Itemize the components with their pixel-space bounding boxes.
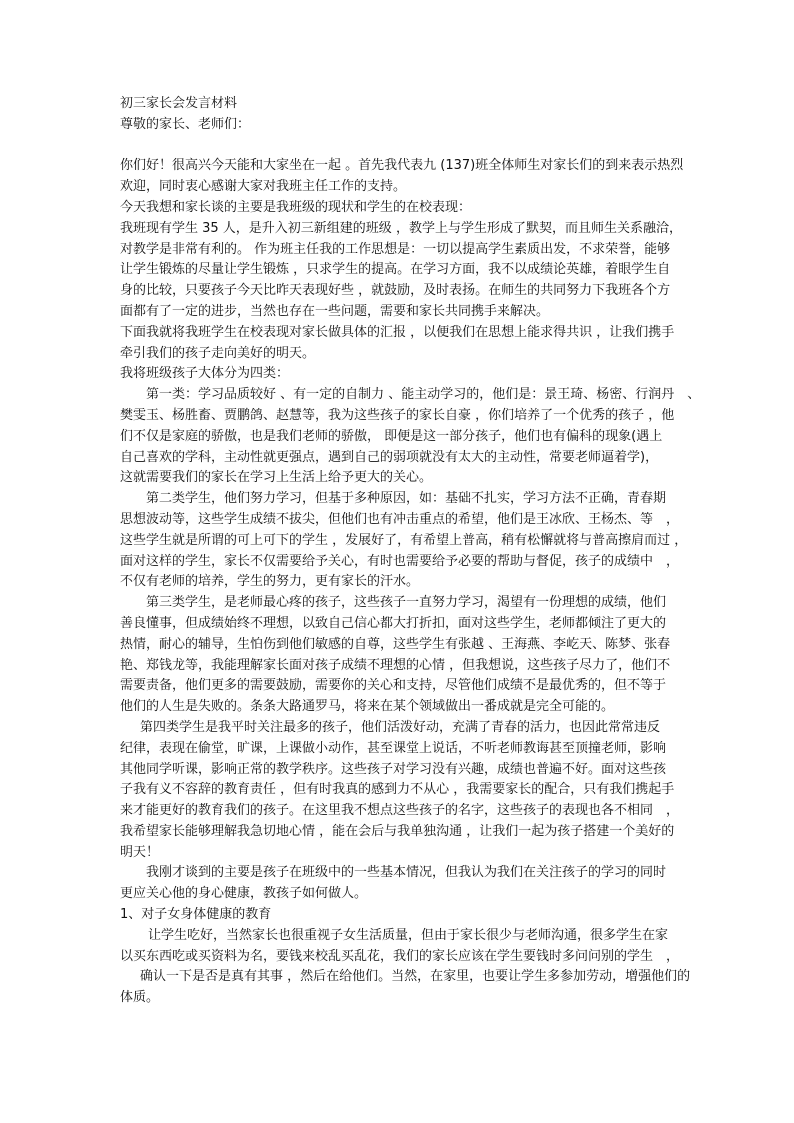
body-line: 我将班级孩子大体分为四类：: [120, 366, 290, 382]
body-line: 我希望家长能够理解我急切地心情 ，能在会后与我单独沟通 ，让我们一起为孩子搭建一个美好的: [120, 823, 675, 839]
document-page: [120, 94, 701, 1009]
section-heading: 1、对子女身体健康的教育: [120, 907, 272, 923]
body-line: 牵引我们的孩子走向美好的明天。: [120, 345, 316, 361]
body-line: 体质。: [120, 990, 160, 1006]
body-line: 确认一下是否是真有其事 ，然后在给他们。当然，在家里，也要让学生多参加劳动，增强他们的: [140, 969, 691, 985]
body-line: 让学生锻炼的尽量让学生锻炼 ，只求学生的提高。在学习方面，我不以成绩论英雄，着眼学生自: [120, 262, 671, 278]
category-three-line: 第三类学生，是老师最心疼的孩子，这些孩子一直努力学习，渴望有一份理想的成绩，他们: [146, 595, 667, 611]
body-line: 不仅有老师的培养，学生的努力，更有家长的汗水。: [120, 574, 420, 590]
salutation: 尊敬的家长、老师们：: [120, 116, 251, 132]
category-one-line: 第一类：学习品质较好 、有一定的自制力 、能主动学习的，他们是：景王琦、杨密、行润丹 、: [146, 387, 701, 403]
body-line: 艳、郑钱龙等，我能理解家长面对孩子成绩不理想的心情 ，但我想说，这些孩子尽力了，他们不: [120, 657, 671, 673]
body-line: 自己喜欢的学科，主动性就更强点，遇到自己的弱项就没有太大的主动性，常要老师逼着学)，: [120, 449, 659, 465]
body-line: 欢迎，同时衷心感谢大家对我班主任工作的支持。: [120, 179, 407, 195]
document-title: 初三家长会发言材料: [120, 96, 238, 111]
body-line: 这就需要我们的家长在学习上生活上给予更大的关心。: [120, 470, 433, 486]
body-line: 纪律，表现在偷堂，旷课，上课做小动作，甚至课堂上说话，不听老师教诲甚至顶撞老师，影响: [120, 740, 667, 756]
body-line: 善良懂事，但成绩始终不理想，以致自己信心都大打折扣，面对这些学生，老师都倾注了更大的: [120, 615, 667, 631]
body-line: 以买东西吃或买资料为名，要钱来校乱买乱花，我们的家长应该在学生要钱时多问问别的学生 ，: [120, 948, 680, 964]
body-line: 来才能更好的教育我们的孩子。在这里我不想点这些孩子的名字，这些孩子的表现也各不相同 ，: [120, 803, 680, 819]
body-line: 这些学生就是所谓的可上可下的学生 ，发展好了，有希望上普高，稍有松懈就将与普高擦肩而过 ，: [120, 532, 688, 548]
blank-line: [120, 136, 680, 157]
category-four-line: 第四类学生是我平时关注最多的孩子，他们活泼好动，充满了青春的活力，也因此常常违反: [140, 719, 661, 735]
body-line: 下面我就将我班学生在校表现对家长做具体的汇报 ，以便我们在思想上能求得共识 ，让我们携手: [120, 324, 675, 340]
body-line: 对教学是非常有利的。 作为班主任我的工作思想是：一切以提高学生素质出发，不求荣誉，能够: [120, 241, 671, 257]
category-two-line: 第二类学生，他们努力学习，但基于多种原因，如：基础不扎实，学习方法不正确，青春期: [146, 491, 667, 507]
body-line: 热情，耐心的辅导，生怕伤到他们敏感的自尊，这些学生有张越 、王海燕、李屹天、陈梦、张春: [120, 636, 671, 652]
body-line: 更应关心他的身心健康，教孩子如何做人。: [120, 886, 368, 902]
section-body-line: 让学生吃好，当然家长也很重视子女生活质量，但由于家长很少与老师沟通，很多学生在家: [148, 927, 669, 943]
body-line: 需要责备，他们更多的需要鼓励，需要你的关心和支持，尽管他们成绩不是最优秀的，但不等于: [120, 678, 667, 694]
body-line: 你们好！很高兴今天能和大家坐在一起 。首先我代表九 (137)班全体师生对家长们的到来表示热烈: [120, 158, 684, 174]
body-line: 其他同学听课，影响正常的教学秩序。这些孩子对学习没有兴趣，成绩也普遍不好。面对这些孩: [120, 761, 667, 777]
body-line: 我班现有学生 35 人，是升入初三新组建的班级 ，教学上与学生形成了默契，而且师生关系融洽，: [120, 220, 682, 236]
body-line: 今天我想和家长谈的主要是我班级的现状和学生的在校表现：: [120, 199, 472, 215]
body-line: 身的比较，只要孩子今天比昨天表现好些 ，就鼓励，及时表扬。在师生的共同努力下我班各个方: [120, 283, 671, 299]
body-line: 樊雯玉、杨胜畜、贾鹏鸽、赵慧等，我为这些孩子的家长自豪 ，你们培养了一个优秀的孩子 ，他: [120, 407, 675, 423]
body-line: 明天！: [120, 844, 160, 860]
body-line: 他们的人生是失败的。条条大路通罗马，将来在某个领域做出一番成就是完全可能的。: [120, 699, 615, 715]
body-line: 思想波动等，这些学生成绩不拔尖，但他们也有冲击重点的希望，他们是王冰欣、王杨杰、等 ，: [120, 511, 680, 527]
body-line: 面对这样的学生，家长不仅需要给予关心，有时也需要给予必要的帮助与督促，孩子的成绩中 ，: [120, 553, 680, 569]
body-line: 面都有了一定的进步，当然也存在一些问题，需要和家长共同携手来解决。: [120, 303, 550, 319]
summary-line: 我刚才谈到的主要是孩子在班级中的一些基本情况，但我认为我们在关注孩子的学习的同时: [146, 865, 667, 881]
body-line: 子我有义不容辞的教育责任 ，但有时我真的感到力不从心 ，我需要家长的配合，只有我们携起手: [120, 782, 675, 798]
body-line: 们不仅是家庭的骄傲，也是我们老师的骄傲， 即便是这一部分孩子，他们也有偏科的现象(遇上: [120, 428, 663, 444]
